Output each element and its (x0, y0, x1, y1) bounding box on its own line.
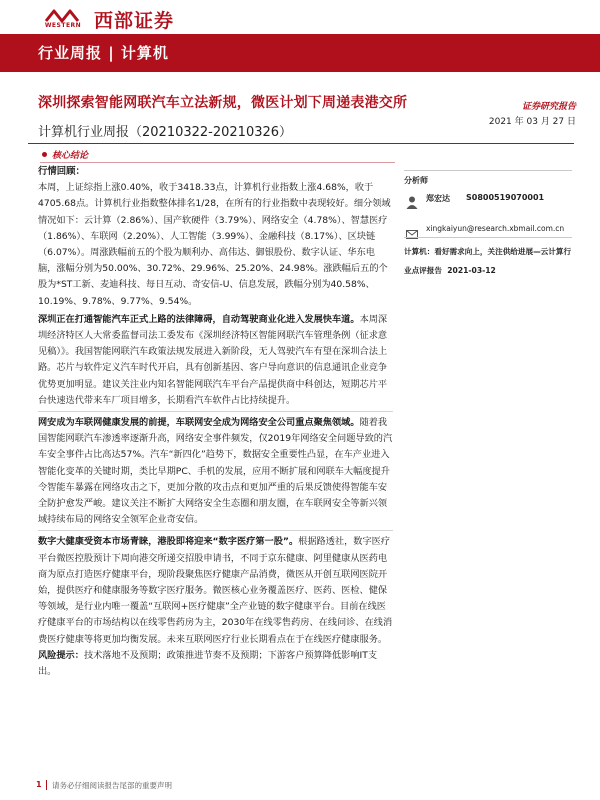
core-divider (40, 162, 395, 163)
mail-icon (406, 224, 418, 233)
footer-separator (46, 780, 47, 790)
bullet-icon (42, 152, 47, 157)
section-digital-health-paragraph (38, 534, 393, 647)
report-category: 行业周报 | 计算机 (38, 44, 169, 62)
analyst-certificate-number: S0800519070001 (466, 193, 545, 202)
section-smart-car-heading: 深圳正在打通智能汽车正式上路的法律障碍，自动驾驶商业化进入发展快车道。 (38, 313, 360, 325)
risk-warning-heading: 风险提示： (38, 649, 84, 661)
sidebar-divider (404, 170, 572, 171)
main-text-column (38, 164, 393, 680)
section-divider (38, 411, 393, 412)
related-report[interactable] (404, 242, 576, 280)
report-subtitle: 计算机行业周报（20210322-20210326） (38, 125, 293, 140)
related-report-title: 看好需求向上，关注供给进展—云计算行业点评报告 (404, 247, 572, 275)
logo-mark-icon (44, 8, 80, 22)
person-icon (406, 194, 418, 207)
analyst-name: 郑宏达 (426, 194, 450, 203)
section-iov-security-text: 随着我国智能网联汽车渗透率逐渐升高，网络安全事件频发，仅2019年网络安全问题导致的汽车安全事件占比高达57%。汽车“新四化”趋势下，数据安全重要性凸显，在车产业进入智能化变革的关键时期，类比早期PC、手机的发展，应用不断扩展和网联车大幅度提升令智能车暴露在网络攻击之下，更加分散的攻击点和更加严重的后果反馈使得智能车安全防护愈发严峻。建议关注不断扩大网络安全生态圈和朋友圈，在车联网安全等新兴领域持续布局的网络安全领军企业奇安信。 (38, 417, 393, 526)
footer-disclaimer: 请务必仔细阅读报告尾部的重要声明 (52, 781, 172, 790)
section-market-review-text: 本周，上证综指上涨0.40%，收于3418.33点，计算机行业指数上涨4.68%，收于4705.68点。计算机行业指数整体排名1/28，在所有的行业指数中表现较好。细分领域情况如下：云计算（2.86%）、国产软硬件（3.79%）、网络安全（4.78%）、智慧医疗（1.86%）、车联网（2.20%）、人工智能（3.99%）、金融科技（8.17%）、区块链（6.07%）。周涨跌幅前五的个股为顺利办、高伟达、御银股份、数字认证、华东电脑，涨幅分别为50.00%、30.72%、29.96%、25.20%、24.98%。涨跌幅后五的个股为*ST工新、麦迪科技、每日互动、奇安信-U、信息发展，跌幅分别为40.58%、10.19%、9.78%、9.77%、9.54%。 (38, 182, 391, 307)
logo-english: WESTERN (44, 22, 82, 29)
sidebar-divider (404, 237, 572, 238)
section-digital-health-text: 根据路透社，数字医疗平台微医控股预计下周向港交所递交招股申请书，不同于京东健康、阿里健康从医药电商为原点打造医疗健康平台，现阶段聚焦医疗健康产品消费，微医从开创互联网医院开始，提供医疗和健康服务等数字医疗服务。微医核心业务覆盖医疗、医药、医检、健保等领域，是行业内唯一覆盖“互联网+医疗健康”全产业链的数字健康平台。目前在线医疗健康平台的市场结构以在线零售药房为主，2030年在线零售药房、在线问诊、在线消费医疗健康等将更加均衡发展。未来互联网医疗行业长期看点在于在线医疗健康服务。 (38, 536, 393, 645)
risk-warning-text: 技术落地不及预期；政策推进节奏不及预期；下游客户预算降低影响IT支出。 (38, 649, 378, 678)
section-iov-security-paragraph (38, 415, 393, 528)
core-conclusion-label: 核心结论 (52, 151, 89, 161)
report-date: 2021 年 03 月 27 日 (488, 117, 576, 127)
logo-chinese: 西部证券 (94, 10, 175, 32)
related-report-label: 计算机： (404, 247, 435, 256)
title-divider (28, 143, 574, 144)
section-smart-car-paragraph (38, 312, 393, 409)
section-divider (38, 530, 393, 531)
page-number: 1 (36, 780, 42, 789)
related-report-date: 2021-03-12 (447, 266, 496, 275)
section-iov-security-heading: 网安成为车联网健康发展的前提，车联网安全成为网络安全公司重点聚焦领域。 (38, 417, 360, 429)
report-headline: 深圳探索智能网联汽车立法新规，微医计划下周递表港交所 (38, 95, 408, 111)
risk-warning-paragraph (38, 648, 393, 680)
analyst-heading: 分析师 (404, 176, 428, 185)
analyst-email[interactable]: xingkaiyun@research.xbmail.com.cn (426, 224, 565, 233)
report-type-label: 证券研究报告 (521, 102, 576, 112)
section-smart-car-text: 本周深圳经济特区人大常委监督司法工委发布《深圳经济特区智能网联汽车管理条例（征求意见稿）》。我国智能网联汽车政策法规发展进入新阶段，无人驾驶汽车有望在深圳合法上路。芯片与软件定义汽车时代开启，具有创新基因、客户导向意识的信息通讯企业竞争优势更加明显。建议关注业内知名智能网联汽车平台产品提供商中科创达，短期芯片平台快速迭代带来车厂项目增多，长期看汽车软件占比持续提升。 (38, 313, 388, 406)
section-digital-health-heading: 数字大健康受资本市场青睐，港股即将迎来“数字医疗第一股”。 (38, 536, 299, 548)
section-market-review-heading: 行情回顾： (38, 166, 85, 177)
